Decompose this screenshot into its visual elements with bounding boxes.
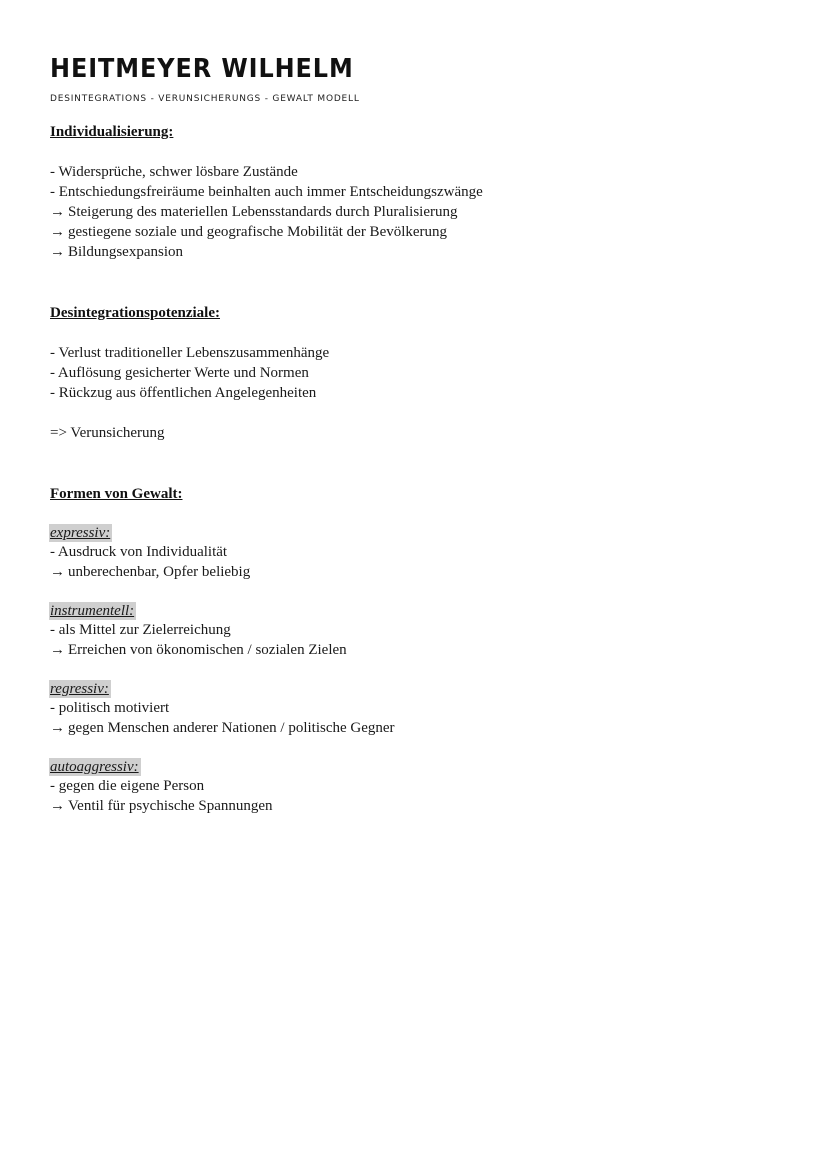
document-subtitle: DESINTEGRATIONS - VERUNSICHERUNGS - GEWALT MODELL (50, 94, 360, 104)
list-item: - Widersprüche, schwer lösbare Zustände (50, 164, 298, 180)
arrow-item-text: Ventil für psychische Spannungen (68, 798, 273, 814)
list-item: - politisch motiviert (50, 700, 170, 716)
section-items (50, 162, 790, 262)
arrow-item (50, 640, 790, 660)
list-item: - Auflösung gesicherter Werte und Normen (50, 365, 309, 381)
arrow-item-text: Steigerung des materiellen Lebensstandards durch Pluralisierung (68, 204, 458, 220)
arrow-icon: → (50, 244, 65, 260)
gewalt-form-instrumentell (50, 602, 790, 660)
form-label: autoaggressiv: (50, 759, 139, 775)
document-header (50, 52, 790, 105)
form-label: instrumentell: (50, 603, 135, 619)
arrow-item-text: Bildungsexpansion (68, 244, 183, 260)
document-title: HEITMEYER WILHELM (50, 54, 354, 84)
form-label: regressiv: (50, 681, 109, 697)
arrow-item (50, 202, 790, 222)
gewalt-form-autoaggressiv (50, 758, 790, 816)
section-gewalt (50, 484, 790, 816)
list-item: - als Mittel zur Zielerreichung (50, 622, 231, 638)
gewalt-form-regressiv (50, 680, 790, 738)
gewalt-form-expressiv (50, 524, 790, 582)
arrow-icon: → (50, 720, 65, 736)
list-item: - gegen die eigene Person (50, 778, 205, 794)
arrow-item (50, 796, 790, 816)
arrow-icon: → (50, 564, 65, 580)
arrow-item (50, 562, 790, 582)
arrow-icon: → (50, 224, 65, 240)
list-item: - Entschiedungsfreiräume beinhalten auch immer Entscheidungszwänge (50, 184, 483, 200)
arrow-icon: → (50, 798, 65, 814)
arrow-item-text: gegen Menschen anderer Nationen / politische Gegner (68, 720, 395, 736)
arrow-item (50, 718, 790, 738)
section-items (50, 343, 790, 403)
conclusion-line: => Verunsicherung (50, 425, 165, 441)
section-heading: Individualisierung: (50, 124, 174, 140)
list-item: - Verlust traditioneller Lebenszusammenhänge (50, 345, 330, 361)
section-desintegration (50, 303, 790, 443)
arrow-item (50, 222, 790, 242)
form-label: expressiv: (50, 525, 111, 541)
section-individualisierung (50, 122, 790, 262)
arrow-item-text: unberechenbar, Opfer beliebig (68, 564, 251, 580)
arrow-item-text: gestiegene soziale und geografische Mobilität der Bevölkerung (68, 224, 448, 240)
list-item: - Rückzug aus öffentlichen Angelegenheiten (50, 385, 317, 401)
arrow-item-text: Erreichen von ökonomischen / sozialen Zielen (68, 642, 347, 658)
arrow-item (50, 242, 790, 262)
section-items (50, 524, 790, 816)
list-item: - Ausdruck von Individualität (50, 544, 228, 560)
arrow-icon: → (50, 204, 65, 220)
section-heading: Formen von Gewalt: (50, 486, 183, 502)
section-heading: Desintegrationspotenziale: (50, 305, 220, 321)
arrow-icon: → (50, 642, 65, 658)
document-page (50, 52, 790, 814)
